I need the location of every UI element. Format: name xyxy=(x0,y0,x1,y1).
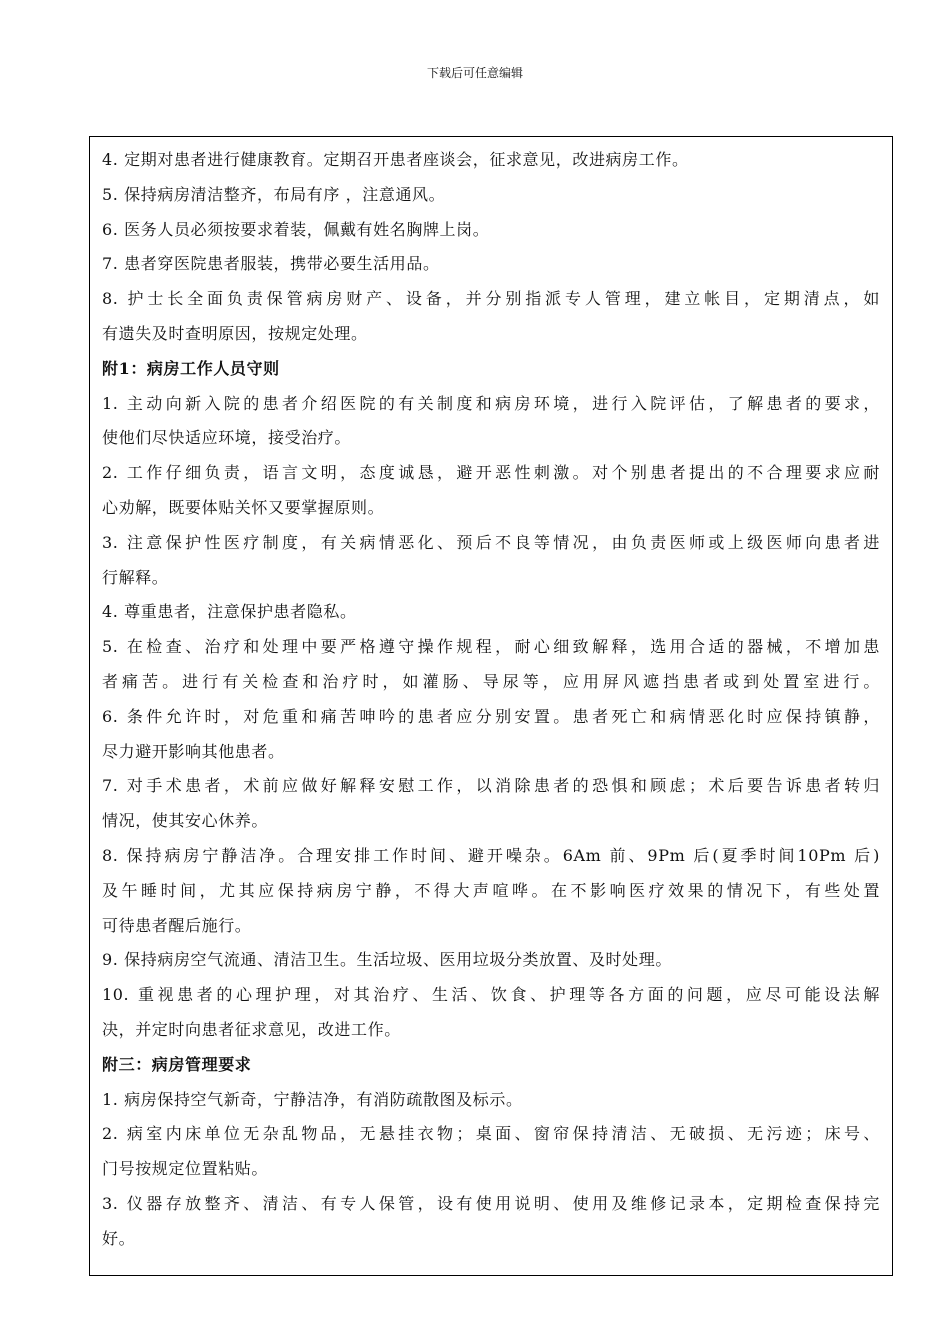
text-line: 可待患者醒后施行。 xyxy=(102,915,252,935)
page-header: 下载后可任意编辑 xyxy=(426,66,523,80)
text-line: 2. 工作仔细负责，语言文明，态度诚恳，避开恶性刺激。对个别患者提出的不合理要求应耐 xyxy=(102,463,880,483)
text-line: 有遗失及时查明原因，按规定处理。 xyxy=(102,323,368,343)
text-line: 3. 注意保护性医疗制度，有关病情恶化、预后不良等情况，由负责医师或上级医师向患者进 xyxy=(102,532,880,552)
text-line: 4. 定期对患者进行健康教育。定期召开患者座谈会，征求意见，改进病房工作。 xyxy=(102,150,689,169)
document-body xyxy=(102,143,880,1257)
text-line: 7. 对手术患者，术前应做好解释安慰工作，以消除患者的恐惧和顾虑；术后要告诉患者转归 xyxy=(102,776,880,796)
text-line: 3. 仪器存放整齐、清洁、有专人保管，设有使用说明、使用及维修记录本，定期检查保持完 xyxy=(102,1193,880,1213)
text-line: 情况，使其安心休养。 xyxy=(102,811,269,831)
text-line: 5. 保持病房清洁整齐，布局有序 ，注意通风。 xyxy=(102,184,446,204)
text-line: 6. 医务人员必须按要求着装，佩戴有姓名胸牌上岗。 xyxy=(102,219,490,239)
text-line: 1. 主动向新入院的患者介绍医院的有关制度和病房环境，进行入院评估，了解患者的要求， xyxy=(102,393,880,413)
text-line: 使他们尽快适应环境，接受治疗。 xyxy=(102,428,352,448)
text-line: 者痛苦。进行有关检查和治疗时，如灌肠、导尿等，应用屏风遮挡患者或到处置室进行。 xyxy=(102,671,880,691)
content-frame xyxy=(89,136,893,1276)
text-line: 8. 保持病房宁静洁净。合理安排工作时间、避开噪杂。6Am 前、9Pm 后(夏季时间10Pm 后) xyxy=(102,845,880,865)
section-heading: 附三：病房管理要求 xyxy=(102,1054,252,1074)
text-line: 4. 尊重患者，注意保护患者隐私。 xyxy=(102,602,357,622)
text-line: 心劝解，既要体贴关怀又要掌握原则。 xyxy=(102,497,385,517)
text-line: 8. 护士长全面负责保管病房财产、设备，并分别指派专人管理，建立帐目，定期清点，如 xyxy=(102,289,880,309)
text-line: 决，并定时向患者征求意见，改进工作。 xyxy=(102,1019,401,1039)
text-line: 1. 病房保持空气新奇，宁静洁净，有消防疏散图及标示。 xyxy=(102,1089,523,1109)
section-heading: 附1：病房工作人员守则 xyxy=(102,358,280,378)
text-line: 行解释。 xyxy=(102,567,169,587)
text-line: 5. 在检查、治疗和处理中要严格遵守操作规程，耐心细致解释，选用合适的器械，不增加患 xyxy=(102,637,880,657)
text-line: 及午睡时间，尤其应保持病房宁静，不得大声喧哗。在不影响医疗效果的情况下，有些处置 xyxy=(102,880,880,900)
text-line: 尽力避开影响其他患者。 xyxy=(102,741,285,761)
text-line: 门号按规定位置粘贴。 xyxy=(102,1159,269,1179)
text-line: 2. 病室内床单位无杂乱物品，无悬挂衣物；桌面、窗帘保持清洁、无破损、无污迹；床号、 xyxy=(102,1124,880,1144)
text-line: 10. 重视患者的心理护理，对其治疗、生活、饮食、护理等各方面的问题，应尽可能设法解 xyxy=(102,985,880,1005)
text-line: 7. 患者穿医院患者服装，携带必要生活用品。 xyxy=(102,254,440,274)
text-line: 6. 条件允许时，对危重和痛苦呻吟的患者应分别安置。患者死亡和病情恶化时应保持镇静， xyxy=(102,706,880,726)
text-line: 9. 保持病房空气流通、清洁卫生。生活垃圾、医用垃圾分类放置、及时处理。 xyxy=(102,950,672,970)
text-line: 好。 xyxy=(102,1228,136,1248)
